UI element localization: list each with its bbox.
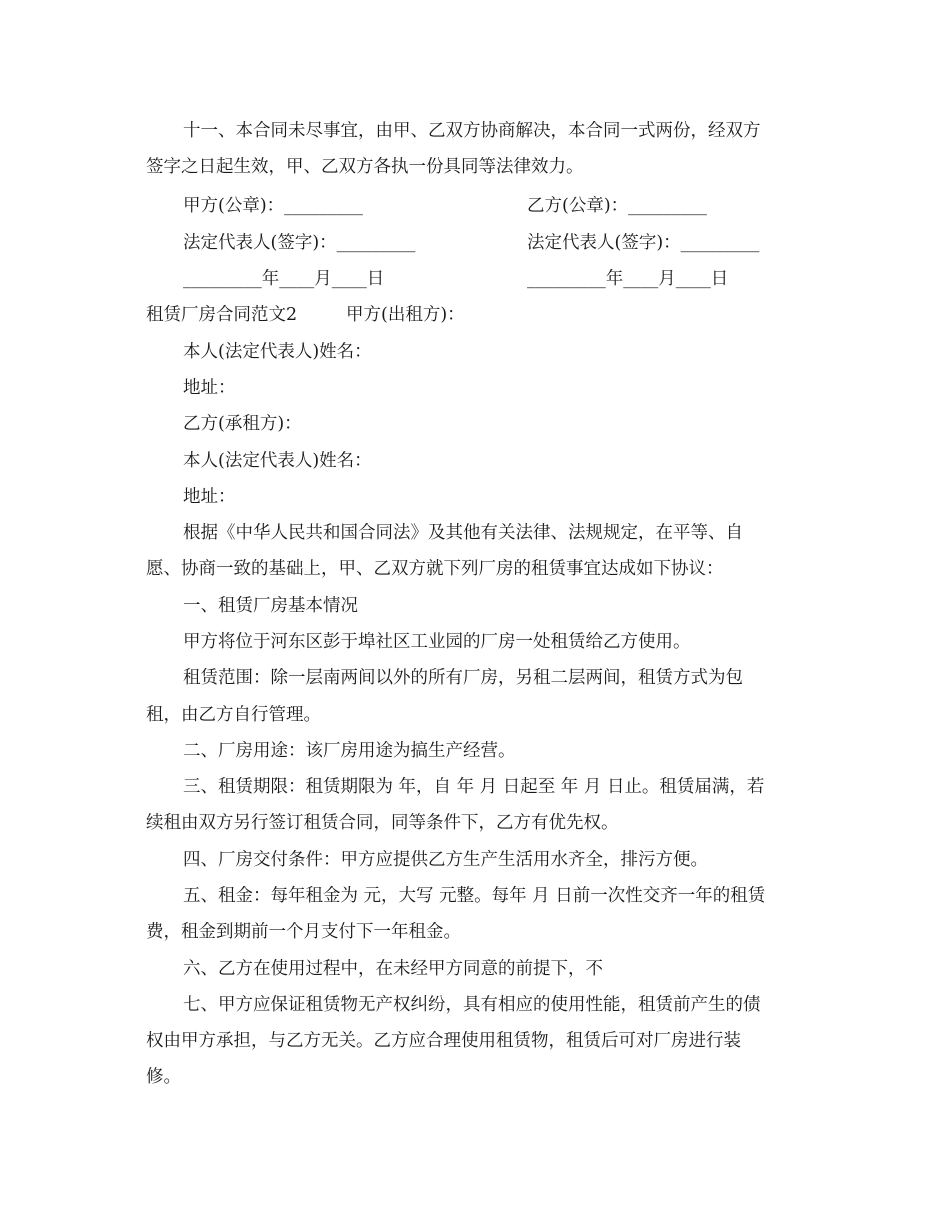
preamble-line-1: 根据《中华人民共和国合同法》及其他有关法律、法规规定，在平等、自	[183, 523, 743, 543]
sample-2-heading: 租赁厂房合同范文2	[146, 305, 298, 325]
section-5-line-1: 五、租金：每年租金为 元，大写 元整。每年 月 日前一次性交齐一年的租赁	[183, 886, 766, 906]
section-1-title: 一、租赁厂房基本情况	[183, 596, 358, 616]
party-a-seal: 甲方(公章)：_________	[183, 196, 363, 216]
section-7-line-1: 七、甲方应保证租赁物无产权纠纷，具有相应的使用性能，租赁前产生的债	[183, 995, 761, 1015]
section-4: 四、厂房交付条件：甲方应提供乙方生产生活用水齐全，排污方便。	[183, 850, 708, 870]
lessee-name: 本人(法定代表人)姓名：	[183, 451, 372, 471]
section-2: 二、厂房用途：该厂房用途为搞生产经营。	[183, 741, 516, 761]
lessee-label: 乙方(承租方)：	[183, 414, 302, 434]
lessor-name: 本人(法定代表人)姓名：	[183, 342, 372, 362]
scope-line-1: 租赁范围：除一层南两间以外的所有厂房，另租二层两间，租赁方式为包	[183, 668, 743, 688]
scope-line-2: 租，由乙方自行管理。	[146, 705, 321, 725]
party-a-date: _________年____月____日	[183, 269, 385, 289]
section-7-line-3: 修。	[146, 1067, 181, 1087]
section-5-line-2: 费，租金到期前一个月支付下一年租金。	[146, 922, 461, 942]
clause-11-line-1: 十一、本合同未尽事宜，由甲、乙双方协商解决，本合同一式两份，经双方	[183, 121, 761, 141]
lessor-label: 甲方(出租方)：	[346, 305, 465, 325]
lessor-address: 地址：	[183, 378, 236, 398]
section-6: 六、乙方在使用过程中，在未经甲方同意的前提下，不	[183, 959, 603, 979]
section-3-line-1: 三、租赁期限：租赁期限为 年，自 年 月 日起至 年 月 日止。租赁届满，若	[183, 777, 765, 797]
section-3-line-2: 续租由双方另行签订租赁合同，同等条件下，乙方有优先权。	[146, 813, 619, 833]
preamble-line-2: 愿、协商一致的基础上，甲、乙双方就下列厂房的租赁事宜达成如下协议：	[146, 559, 724, 579]
party-a-representative: 法定代表人(签字)：_________	[183, 233, 416, 253]
party-b-seal: 乙方(公章)：_________	[527, 196, 707, 216]
section-7-line-2: 权由甲方承担，与乙方无关。乙方应合理使用租赁物，租赁后可对厂房进行装	[146, 1031, 741, 1051]
clause-11-line-2: 签字之日起生效，甲、乙双方各执一份具同等法律效力。	[146, 157, 584, 177]
lessee-address: 地址：	[183, 487, 236, 507]
party-b-representative: 法定代表人(签字)：_________	[527, 233, 760, 253]
section-1-text: 甲方将位于河东区彭于埠社区工业园的厂房一处租赁给乙方使用。	[183, 632, 691, 652]
party-b-date: _________年____月____日	[527, 269, 729, 289]
